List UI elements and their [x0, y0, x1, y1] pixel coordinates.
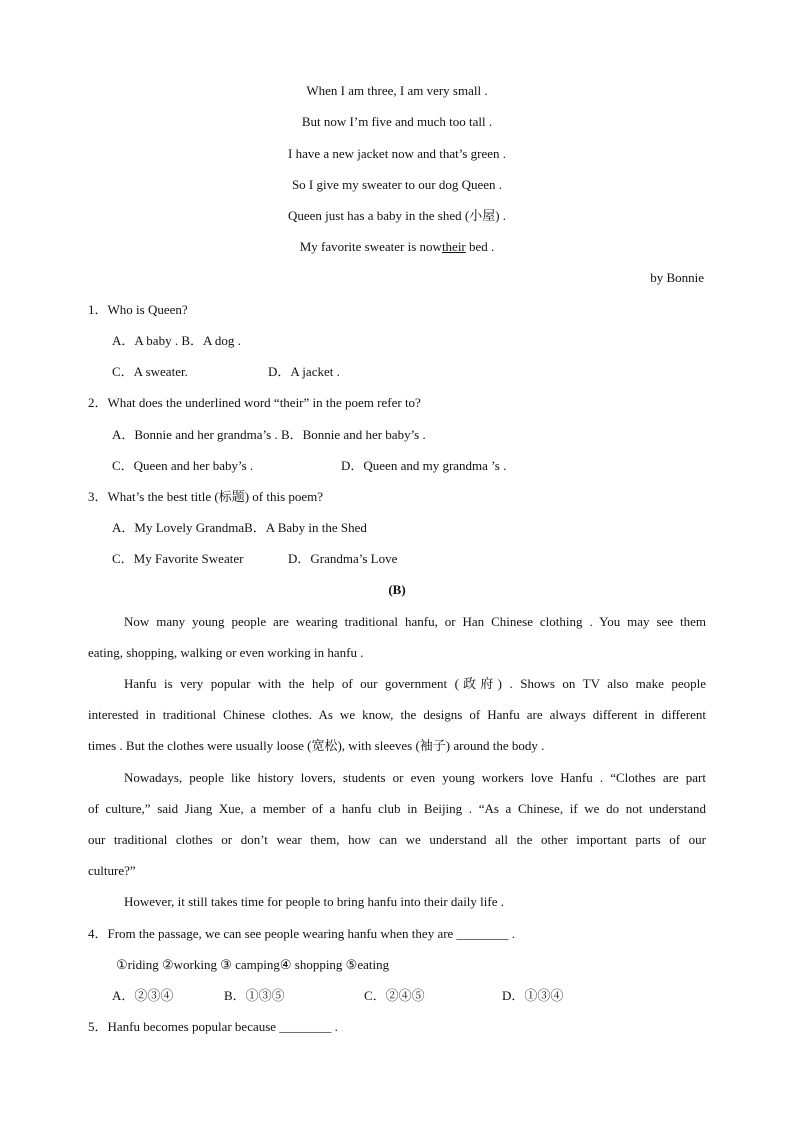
question-1-option-c: C．A sweater.: [112, 364, 188, 379]
question-1-stem: 1．Who is Queen?: [88, 302, 188, 317]
question-5-stem: 5．Hanfu becomes popular because ________ .: [88, 1019, 338, 1034]
underlined-word: their: [441, 239, 466, 254]
poem-author: by Bonnie: [650, 270, 704, 285]
poem-line-6-end: bed .: [465, 239, 495, 254]
poem-line-1: When I am three, I am very small .: [306, 83, 488, 98]
question-2-option-c: C．Queen and her baby’s .: [112, 458, 254, 473]
section-b-heading: (B): [388, 582, 406, 597]
question-1-option-d: D．A jacket .: [268, 364, 340, 379]
poem-line-6: [0, 239, 794, 255]
question-1-options-ab: A．A baby . B．A dog .: [112, 333, 241, 348]
question-4-stem: 4．From the passage, we can see people wearing hanfu when they are ________ .: [88, 926, 516, 941]
question-4-option-b: B．①③⑤: [224, 988, 285, 1003]
passage-p4-line-1: However, it still takes time for people to bring hanfu into their daily life .: [124, 894, 504, 909]
poem-line-4: So I give my sweater to our dog Queen .: [291, 177, 503, 192]
passage-p1-line-1: Now many young people are wearing traditional hanfu, or Han Chinese clothing . You may see them: [124, 614, 706, 629]
passage-p2-line-3: times . But the clothes were usually loose (宽松), with sleeves (袖子) around the body .: [88, 738, 545, 753]
question-3-option-c: C．My Favorite Sweater: [112, 551, 244, 566]
passage-p1-line-2: eating, shopping, walking or even working in hanfu .: [88, 645, 364, 660]
question-3-option-d: D．Grandma’s Love: [288, 551, 398, 566]
passage-p3-line-2: of culture,” said Jiang Xue, a member of a hanfu club in Beijing . “As a Chinese, if we do not understand: [88, 801, 706, 816]
poem-line-3: I have a new jacket now and that’s green .: [287, 146, 507, 161]
passage-p3-line-3: our traditional clothes or don’t wear them, how can we understand all the other important parts of our: [88, 832, 706, 847]
poem-line-6-start: My favorite sweater is now: [299, 239, 442, 254]
question-4-option-c: C．②④⑤: [364, 988, 425, 1003]
question-4-option-a: A．②③④: [112, 988, 174, 1003]
question-3-options-ab: A．My Lovely GrandmaB．A Baby in the Shed: [112, 520, 367, 535]
passage-p3-line-4: culture?”: [88, 863, 136, 878]
poem-line-5: Queen just has a baby in the shed (小屋) .: [287, 208, 507, 223]
question-4-option-d: D．①③④: [502, 988, 564, 1003]
passage-p3-line-1: Nowadays, people like history lovers, students or even young workers love Hanfu . “Clothes are part: [124, 770, 706, 785]
passage-p2-line-1: Hanfu is very popular with the help of our government (政府) . Shows on TV also make people: [124, 676, 706, 691]
question-2-stem: 2．What does the underlined word “their” in the poem refer to?: [88, 395, 421, 410]
poem-line-2: But now I’m five and much too tall .: [301, 114, 493, 129]
question-4-items: ①riding ②working ③ camping④ shopping ⑤eating: [116, 957, 390, 972]
question-3-stem: 3．What’s the best title (标题) of this poem?: [88, 489, 324, 504]
passage-p2-line-2: interested in traditional Chinese clothes. As we know, the designs of Hanfu are always different in different: [88, 707, 706, 722]
question-2-option-d: D．Queen and my grandma ’s .: [341, 458, 507, 473]
question-2-options-ab: A．Bonnie and her grandma’s . B．Bonnie and her baby’s .: [112, 427, 426, 442]
